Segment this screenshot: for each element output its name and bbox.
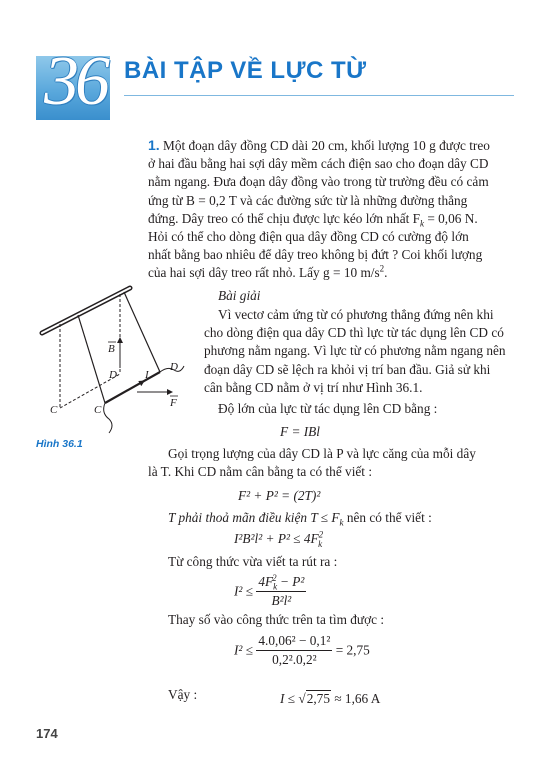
equation-2-main: I²B²l² + P² ≤ 4F xyxy=(234,531,319,546)
equation-4-rhs: = 2,75 xyxy=(335,642,370,658)
equation-2-sup: 2 xyxy=(318,529,324,540)
statement-line: của hai sợi dây treo rất nhỏ. Lấy g = 10 m/s xyxy=(148,265,380,281)
statement-line: Một đoạn dây đồng CD dài 20 cm, khối lượng 10 g được treo xyxy=(163,138,490,153)
support-rod xyxy=(42,288,130,333)
statement-line: Hỏi có thể cho dòng điện qua dây đồng CD có cường độ lớn xyxy=(148,229,469,245)
statement-line: đứng. Dây treo có thể chịu được lực kéo lớn nhất F xyxy=(148,210,421,226)
equation-3-denominator: B²l² xyxy=(271,593,292,608)
thread-deflected-right xyxy=(124,292,160,372)
statement-line: ứng từ B = 0,2 T và các đường sức từ là những đường thẳng xyxy=(148,192,468,208)
force-intro: Độ lớn của lực từ tác dụng lên CD bằng : xyxy=(218,401,438,416)
equation-4-lhs: I² ≤ xyxy=(234,642,254,658)
problem-number: 1. xyxy=(148,137,160,153)
equation-4 xyxy=(234,633,370,668)
page-title: BÀI TẬP VỀ LỰC TỪ xyxy=(124,57,367,84)
fk-subscript: k xyxy=(420,218,425,229)
condition-end: nên có thể viết : xyxy=(343,510,432,525)
label-d-original: D xyxy=(109,369,117,381)
label-f: F xyxy=(170,397,177,409)
equation-3-numerator: 4F xyxy=(258,574,274,589)
label-d-deflected: D xyxy=(170,361,178,373)
condition-subscript: k xyxy=(339,517,344,528)
problem-statement xyxy=(148,136,514,283)
solution-line: đoạn dây CD sẽ lệch ra khỏi vị trí ban đầu. Giả sử khi xyxy=(204,361,491,377)
equation-4-numerator: 4.0,06² − 0,1² xyxy=(256,633,332,651)
sqrt-sign: √ xyxy=(298,691,306,706)
label-c-deflected: C xyxy=(94,404,102,416)
solution-paragraph-1 xyxy=(204,306,514,397)
result-sqrt-value: 2,75 xyxy=(306,691,330,706)
derive-text: Từ công thức vừa viết ta rút ra : xyxy=(168,554,338,569)
substitution-text: Thay số vào công thức trên ta tìm được : xyxy=(168,612,385,627)
solution-line: Vì vectơ cảm ứng từ có phương thẳng đứng nên khi xyxy=(218,307,494,322)
figure-36-1 xyxy=(30,280,200,440)
solution-line: phương nằm ngang. Vì lực từ có phương nằm ngang nên xyxy=(204,343,506,359)
solution-line: cân bằng CD nằm ở vị trí như Hình 36.1. xyxy=(204,379,423,395)
solution-line: cho dòng điện qua dây CD thì lực từ tác dụng lên CD có xyxy=(204,325,504,341)
equation-3-lhs: I² ≤ xyxy=(234,583,254,599)
equation-2 xyxy=(234,530,322,548)
solution-line: là T. Khi CD nằm cân bằng ta có thể viết : xyxy=(148,464,373,480)
solution-line: Gọi trọng lượng của dây CD là P và lực căng của mỗi dây xyxy=(168,446,476,461)
statement-line: nằm ngang. Đưa đoạn dây đồng vào trong từ trường đều có cảm xyxy=(148,174,489,190)
equation-4-denominator: 0,2².0,2² xyxy=(272,652,317,667)
result-rhs: ≈ 1,66 A xyxy=(334,691,381,706)
equation-4-fraction xyxy=(256,633,332,668)
conclusion-label: Vậy : xyxy=(168,687,198,702)
figure-caption: Hình 36.1 xyxy=(36,438,83,450)
force-formula: F = IBl xyxy=(280,424,320,439)
chapter-number: 36 xyxy=(44,43,106,120)
equation-2-sub: k xyxy=(318,538,323,549)
g-exponent: 2 xyxy=(379,264,385,274)
fk-value: = 0,06 N. xyxy=(424,210,478,226)
page-number: 174 xyxy=(36,726,58,741)
label-b: B xyxy=(108,343,115,355)
result xyxy=(280,690,380,708)
statement-end: . xyxy=(384,265,388,281)
statement-line: nhất bằng bao nhiêu để dây treo không bị đứt ? Coi khối lượng xyxy=(148,247,483,263)
statement-line: ở hai đầu bằng hai sợi dây mềm cách điện sao cho đoạn dây CD xyxy=(148,156,489,172)
equation-3 xyxy=(234,574,306,609)
solution-heading: Bài giải xyxy=(218,288,261,303)
condition-line xyxy=(168,509,432,527)
title-rule xyxy=(124,95,514,96)
label-c-original: C xyxy=(50,404,58,416)
equation-3-fraction: $\frac{4F_k^2 - P^2}{\text{B²l²}}$ xyxy=(258,572,305,608)
current-lead-left xyxy=(104,403,112,433)
result-lhs: I ≤ xyxy=(280,691,296,706)
label-i: I xyxy=(145,369,149,381)
condition-text: T phải thoả mãn điều kiện T ≤ F xyxy=(168,510,340,525)
solution-paragraph-2 xyxy=(148,445,514,481)
current-arrow xyxy=(134,381,144,387)
equation-3-numerator-rest: − P² xyxy=(276,574,305,589)
equation-1: F² + P² = (2T)² xyxy=(238,488,321,503)
